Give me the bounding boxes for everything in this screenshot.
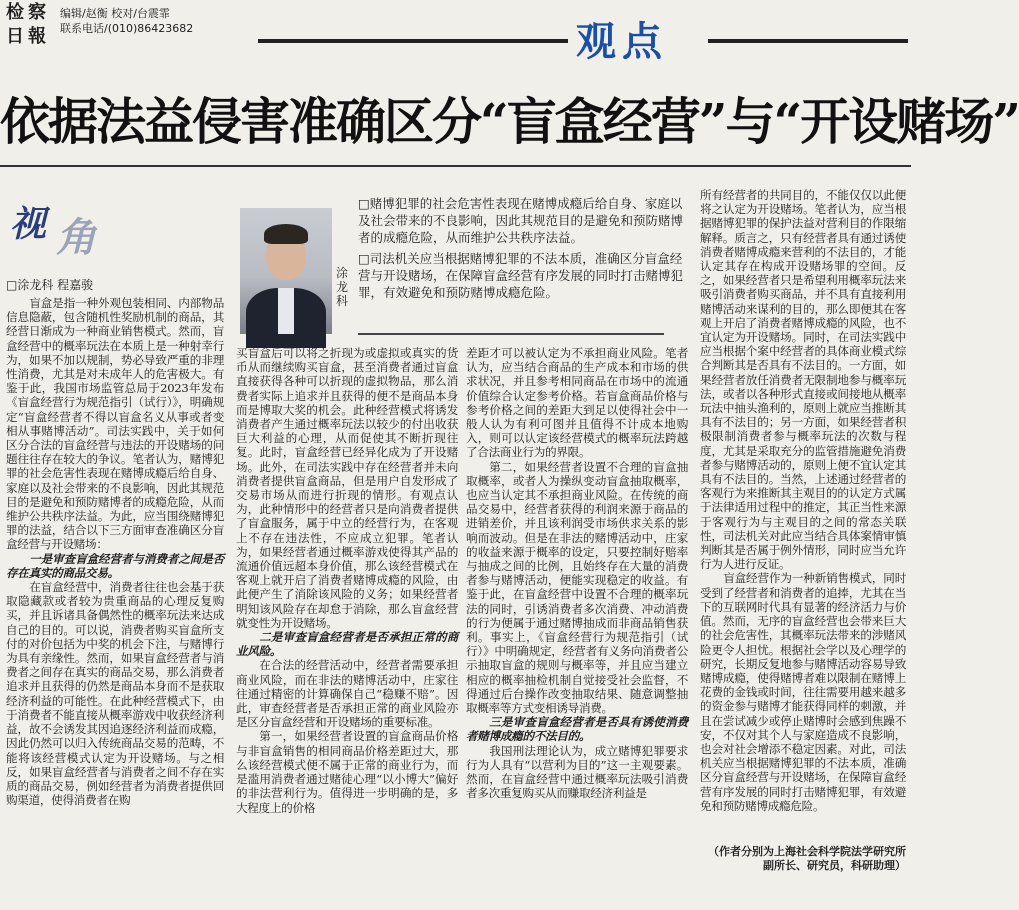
paragraph: 在盲盒经营中，消费者往往也会基于获取隐藏款或者较为贵重商品的心理反复购买，并且诉诸具备偶然性的概率玩法来达成自己的目的。可以说，消费者购买盲盒所支付的对价包括为中奖的机会下注，与赌博行为具有亲缘性。然而，如果盲盒经营者与消费者之间存在真实的商品交易，那么消费者追求并且获得的仍然是商品本身而不是获取经济利益的可能性。在此种经营模式下，由于消费者不能直接从概率游戏中收获经济利益，故不会诱发其因追逐经济利益而成瘾，因此仍然可以归入传统商品交易的范畴，不能将该经营模式认定为开设赌场。与之相反，如果盲盒经营者与消费者之间不存在实质的商品交易，例如经营者为消费者提供回购渠道，使得消费者在购 [6, 580, 224, 808]
section-label: 观点 [576, 19, 668, 65]
column-logo [10, 196, 110, 266]
headline: 依据法益侵害准确区分“盲盒经营”与“开设赌场” [0, 92, 1019, 151]
column-logo-char: 角 [56, 214, 96, 261]
masthead-glyph: 報 [28, 26, 46, 47]
paragraph: 盲盒是指一种外观包装相同、内部物品信息隐蔽，包含随机性奖励机制的商品，其经营日渐成为一种商业销售模式。然而，盲盒经营中的概率玩法在本质上是一种射幸行为，如果不加以规制，势必导致严重的非理性消费，尤其是对未成年人的危害极大。有鉴于此，我国市场监管总局于2023年发布《盲盒经营行为规范指引（试行）》，明确规定“盲盒经营者不得以盲盒名义从事或者变相从事赌博活动”。司法实践中，关于如何区分合法的盲盒经营与违法的开设赌场的问题往往存在较大的争议。笔者认为，赌博犯罪的社会危害性表现在赌博成瘾后给自身、家庭以及社会带来的不良影响，因此其规范目的是避免和预防赌博者的成瘾危险，从而维护公共秩序法益。为此，应当围绕赌博犯罪的法益，结合以下三方面审查准确区分盲盒经营与开设赌场： [6, 296, 224, 552]
pull-quote: □赌博犯罪的社会危害性表现在赌博成瘾后给自身、家庭以及社会带来的不良影响，因此其规范目的是避免和预防赌博者的成瘾危险，从而维护公共秩序法益。 [358, 196, 684, 245]
header-rule-right [708, 39, 908, 43]
masthead-logo [6, 4, 52, 54]
paragraph: 买盲盒后可以将之折现为或虚拟或真实的货币从而继续购买盲盒，甚至消费者通过盲盒直接获得各种可以折现的虚拟物品，那么消费者实际上追求并且获得的便不是商品本身而是博取大奖的机会。此种经营模式将诱发消费者产生通过概率玩法以较少的付出收获巨大利益的心理，从而促使其不断折现往复。此时，盲盒经营已经异化成为了开设赌场。此外，在司法实践中存在经营者并未向消费者提供盲盒商品，但是用户自发形成了交易市场从而进行折现的情形。有观点认为，此种情形中的经营者只是向消费者提供了盲盒服务，属于中立的经营行为，在客观上不存在违法性，不应成立犯罪。笔者认为，如果经营者通过概率游戏使得其产品的流通价值远超本身价值，那么该经营模式在客观上就开启了消费者赌博成瘾的风险，由此便产生了消除该风险的义务；如果经营者明知该风险存在却怠于消除，那么盲盒经营就变性为开设赌场。 [236, 346, 458, 630]
photo-caption: 涂龙科 [336, 266, 349, 308]
article-column-2 [236, 346, 458, 815]
header-rule-left [258, 39, 568, 43]
paragraph: 所有经营者的共同目的，不能仅仅以此便将之认定为开设赌场。笔者认为，应当根据赌博犯罪的保护法益对营利目的作限缩解释。质言之，只有经营者具有通过诱使消费者赌博成瘾来营利的不法目的，才能认定其存在构成开设赌场罪的空间。反之，如果经营者只是希望利用概率玩法来吸引消费者购买商品，并不具有直接利用赌博活动来谋利的目的，那么即便其在客观上开启了消费者赌博成瘾的风险，也不宜认定为开设赌场。同时，在司法实践中应当根据个案中经营者的具体商业模式综合判断其是否具有不法目的。一方面，如果经营者放任消费者无限制地参与概率玩法，或者以各种形式直接或间接地从概率玩法中抽头渔利的，原则上就应当推断其具有不法目的；另一方面，如果经营者积极限制消费者参与概率玩法的次数与程度，尤其是采取充分的监管措施避免消费者参与赌博活动的，原则上便不宜认定其具有不法目的。当然，上述通过经营者的客观行为来推断其主观目的的认定方式属于法律适用过程中的推定，其正当性来源于客观行为与主观目的之间的常态关联性，司法机关对此应当结合具体案情审慎判断其是否属于例外情形，同时应当允许行为人进行反证。 [700, 188, 906, 572]
paragraph: 我国刑法理论认为，成立赌博犯罪要求行为人具有“以营利为目的”这一主观要素。然而，在盲盒经营中通过概率玩法吸引消费者多次重复购买从而赚取经济利益是 [466, 743, 688, 801]
pull-quote-rule [358, 333, 664, 335]
paragraph: 第一，如果经营者设置的盲盒商品价格与非盲盒销售的相同商品价格差距过大，那么该经营模式便不属于正常的商业行为，而是滥用消费者通过赌徒心理“以小博大”偏好的非法营利行为。值得进一步明确的是，多大程度上的价格 [236, 729, 458, 815]
author-photo [240, 208, 332, 334]
author-note: （作者分别为上海社会科学院法学研究所副所长、研究员，科研助理） [708, 845, 906, 872]
subheading: 一是审查盲盒经营者与消费者之间是否存在真实的商品交易。 [6, 551, 224, 580]
masthead-glyph: 检 [6, 2, 24, 23]
editor-info [60, 6, 193, 36]
masthead-glyph: 日 [6, 26, 24, 47]
headline-rule [0, 165, 911, 167]
editor-line: 编辑/赵衡 校对/台震霏 [60, 7, 170, 20]
paragraph: 盲盒经营作为一种新销售模式，同时受到了经营者和消费者的追捧，尤其在当下的互联网时代具有显著的经济活力与价值。然而，无序的盲盒经营也会带来巨大的社会危害性，其概率玩法带来的涉赌风险更令人担忧。根据社会学以及心理学的研究，长期反复地参与赌博活动容易导致赌博成瘾，使得赌博者难以限制在赌博上花费的金钱或时间，往往需要用越来越多的资金参与赌博才能获得同样的刺激，并且在尝试减少或停止赌博时会感到焦躁不安，不仅对其个人与家庭造成不良影响，也会对社会增添不稳定因素。对此，司法机关应当根据赌博犯罪的不法本质，准确区分盲盒经营与开设赌场，在保障盲盒经营有序发展的同时打击赌博犯罪，有效避免和预防赌博成瘾危险。 [700, 571, 906, 813]
byline: □涂龙科 程嘉骏 [6, 278, 94, 292]
paragraph: 在合法的经营活动中，经营者需要承担商业风险，而在非法的赌博活动中，庄家往往通过精密的计算确保自己“稳赚不赔”。因此，审查经营者是否承担正常的商业风险亦是区分盲盒经营和开设赌场的重要标准。 [236, 658, 458, 730]
article-column-4 [700, 188, 906, 813]
masthead-glyph: 察 [28, 2, 46, 23]
subheading: 三是审查盲盒经营者是否具有诱使消费者赌博成瘾的不法目的。 [466, 715, 688, 744]
subheading: 二是审查盲盒经营者是否承担正常的商业风险。 [236, 630, 458, 659]
pull-quotes [358, 195, 688, 305]
pull-quote: □司法机关应当根据赌博犯罪的不法本质，准确区分盲盒经营与开设赌场，在保障盲盒经营有序发展的同时打击赌博犯罪，有效避免和预防赌博成瘾危险。 [358, 251, 684, 300]
article-column-3 [466, 346, 688, 801]
article-column-1 [6, 296, 224, 807]
paragraph: 差距才可以被认定为不承担商业风险。笔者认为，应当结合商品的生产成本和市场的供求状况，并且参考相同商品在市场中的流通价值综合认定参考价格。若盲盒商品价格与参考价格之间的差距大到足以使得社会中一般人认为有利可图并且值得不计成本地购入，则可以认定该经营模式的概率玩法跨越了合法商业行为的界限。 [466, 346, 688, 460]
contact-line: 联系电话/(010)86423682 [60, 22, 194, 35]
paragraph: 第二，如果经营者设置不合理的盲盒抽取概率，或者人为操纵变动盲盒抽取概率，也应当认定其不承担商业风险。在传统的商品交易中，经营者获得的利润来源于商品的进销差价，并且该利润受市场供求关系的影响而波动。但是在非法的赌博活动中，庄家的收益来源于概率的设定，只要控制好赔率与抽成之间的比例，且始终存在大量的消费者参与赌博活动，便能实现稳定的收益。有鉴于此，在盲盒经营中设置不合理的概率玩法的同时，引诱消费者多次消费、冲动消费的行为便属于通过赌博抽成而非商品销售获利。事实上，《盲盒经营行为规范指引（试行）》中明确规定，经营者有义务向消费者公示抽取盲盒的规则与概率等，并且应当建立相应的概率抽检机制自觉接受社会监督，不得通过后台操作改变抽取结果、随意调整抽取概率等方式变相诱导消费。 [466, 459, 688, 716]
column-logo-char: 视 [10, 203, 47, 245]
